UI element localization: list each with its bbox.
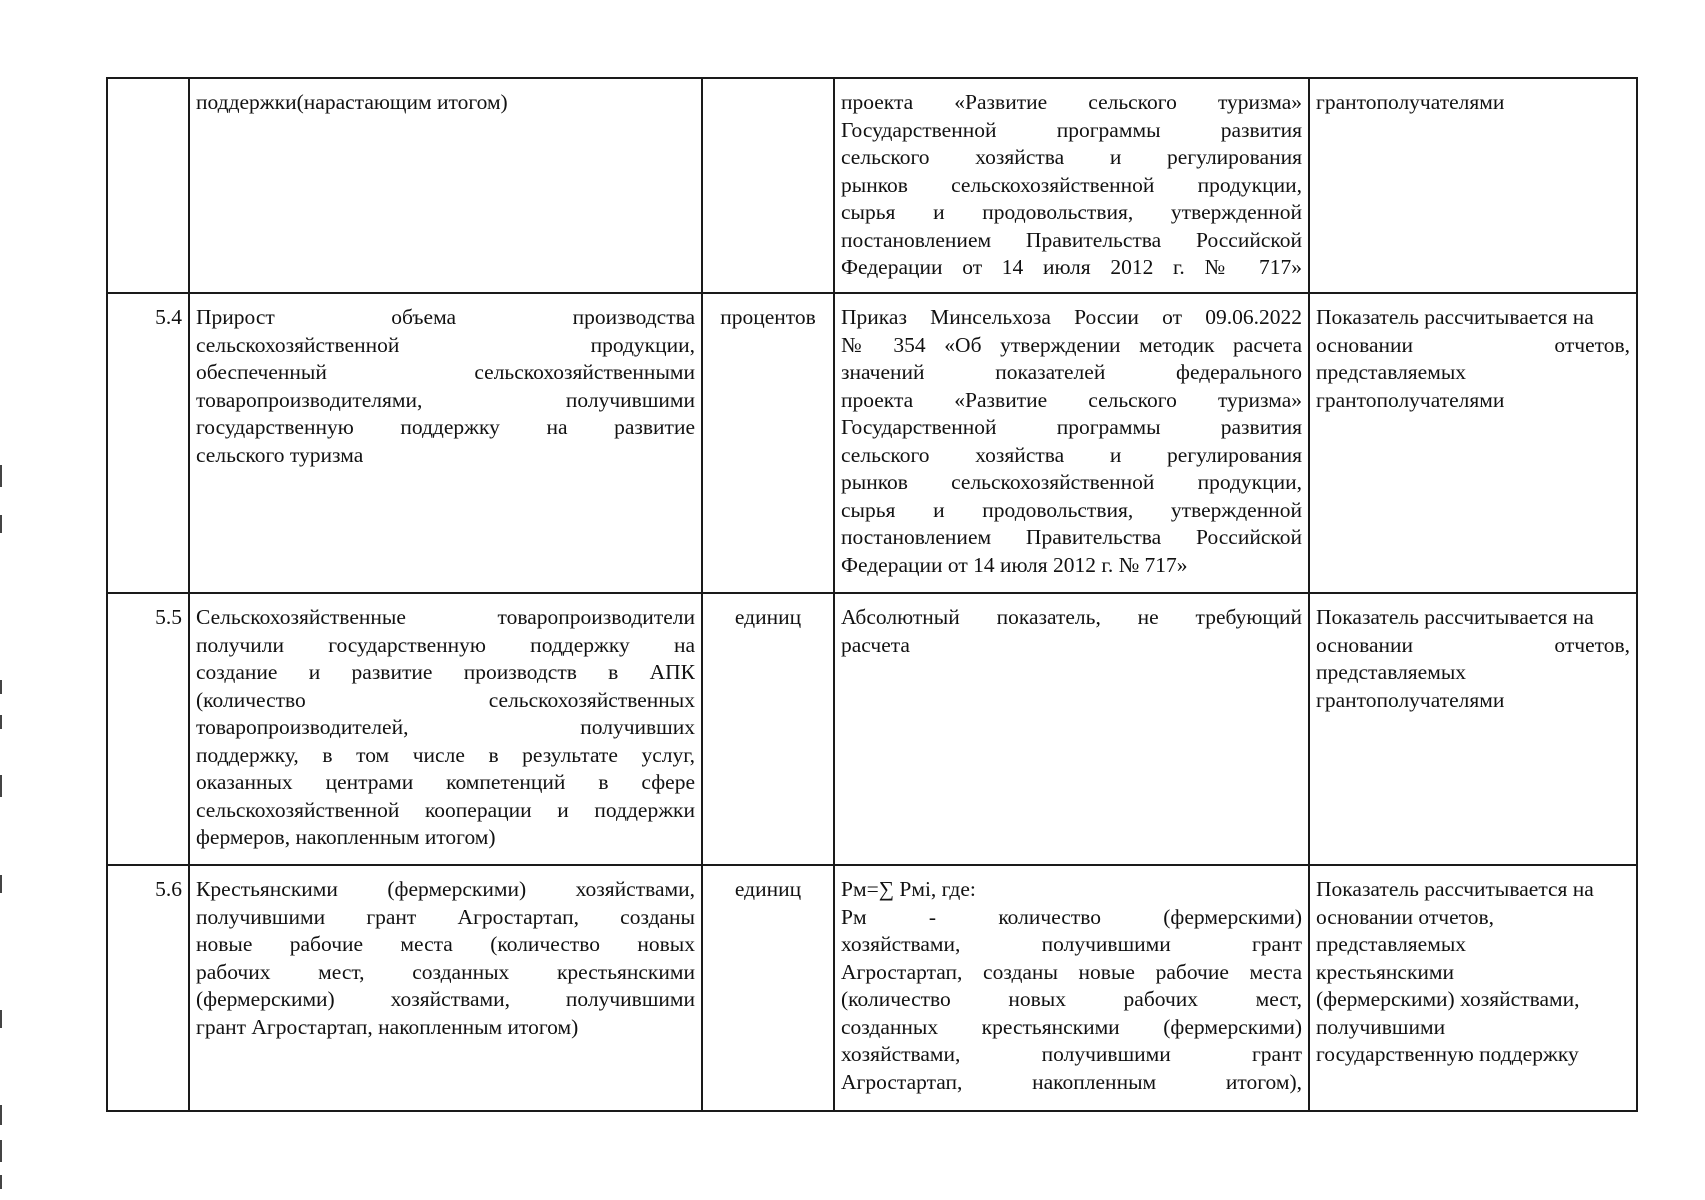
data-source-line: государственную поддержку xyxy=(1316,1042,1579,1066)
calculation-method-line: Государственной программы развития xyxy=(841,415,1302,439)
scan-edge-mark xyxy=(0,680,2,694)
scan-edge-mark xyxy=(0,715,2,729)
scan-edge-mark xyxy=(0,515,2,533)
calculation-method-line: Государственной программы развития xyxy=(841,117,1302,142)
data-source-line: основании отчетов, xyxy=(1316,904,1494,929)
calculation-method-cell xyxy=(834,293,1309,593)
indicator-name-line: Сельскохозяйственные товаропроизводители xyxy=(196,605,695,629)
calculation-method-cell xyxy=(834,865,1309,1111)
data-source-line: крестьянскими xyxy=(1316,959,1455,984)
calculation-method-line: (количество новых рабочих мест, xyxy=(841,987,1302,1011)
data-source-line: Показатель рассчитывается на xyxy=(1316,305,1594,329)
data-source-line: представляемых xyxy=(1316,360,1467,384)
indicator-name-line: сельскохозяйственной кооперации и поддержки xyxy=(196,797,695,822)
calculation-method-line: Абсолютный показатель, не требующий xyxy=(841,605,1302,629)
calculation-method-line: сырья и продовольствия, утвержденной xyxy=(841,200,1302,224)
data-source-cell xyxy=(1309,78,1637,293)
data-source-line: (фермерскими) хозяйствами, xyxy=(1316,987,1580,1011)
calculation-method-line: рынков сельскохозяйственной продукции, xyxy=(841,172,1302,197)
table-row xyxy=(107,293,1637,593)
calculation-method-line: проекта «Развитие сельского туризма» xyxy=(841,90,1302,114)
unit-cell: единиц xyxy=(702,865,834,1111)
calculation-method-line: № 354 «Об утверждении методик расчета xyxy=(841,332,1302,357)
calculation-method-line: рынков сельскохозяйственной продукции, xyxy=(841,470,1302,494)
indicator-name-line: оказанных центрами компетенций в сфере xyxy=(196,770,695,794)
calculation-method-line: сырья и продовольствия, утвержденной xyxy=(841,497,1302,522)
indicator-name-line: государственную поддержку на развитие xyxy=(196,415,695,439)
data-source-cell xyxy=(1309,293,1637,593)
indicator-name-line: Крестьянскими (фермерскими) хозяйствами, xyxy=(196,877,695,901)
row-number xyxy=(107,78,189,293)
row-number: 5.6 xyxy=(107,865,189,1111)
calculation-method-line: Рм=∑ Рмi, где: xyxy=(841,877,976,901)
indicator-name-line: поддержку, в том числе в результате услуг, xyxy=(196,742,695,767)
data-source-line: грантополучателями xyxy=(1316,687,1505,712)
indicator-name-line: рабочих мест, созданных крестьянскими xyxy=(196,959,695,984)
row-number: 5.4 xyxy=(107,293,189,593)
calculation-method-line: сельского хозяйства и регулирования xyxy=(841,442,1302,467)
table-row xyxy=(107,593,1637,865)
indicator-name-line: получившими грант Агростартап, созданы xyxy=(196,904,695,929)
data-source-line: представляемых xyxy=(1316,932,1467,956)
indicator-name-line: обеспеченный сельскохозяйственными xyxy=(196,360,695,384)
calculation-method-line: Федерации от 14 июля 2012 г. № 717» xyxy=(841,255,1302,279)
data-source-line: получившими xyxy=(1316,1014,1446,1039)
unit-cell: процентов xyxy=(702,293,834,593)
calculation-method-line: сельского хозяйства и регулирования xyxy=(841,145,1302,169)
calculation-method-line: постановлением Правительства Российской xyxy=(841,525,1302,549)
table-row xyxy=(107,865,1637,1111)
indicator-name-line: создание и развитие производств в АПК xyxy=(196,660,695,684)
row-number: 5.5 xyxy=(107,593,189,865)
indicator-name-line: получили государственную поддержку на xyxy=(196,632,695,657)
data-source-cell xyxy=(1309,865,1637,1111)
data-source-line: основании отчетов, xyxy=(1316,332,1630,357)
calculation-method-line: расчета xyxy=(841,632,910,657)
data-source-line: грантополучателями xyxy=(1316,90,1505,114)
indicator-name-line: грант Агростартап, накопленным итогом) xyxy=(196,1014,579,1039)
calculation-method-line: хозяйствами, получившими грант xyxy=(841,1042,1302,1066)
indicator-name-line: новые рабочие места (количество новых xyxy=(196,932,695,956)
data-source-line: Показатель рассчитывается на xyxy=(1316,877,1594,901)
calculation-method-line: созданных крестьянскими (фермерскими) xyxy=(841,1014,1302,1039)
scan-edge-mark xyxy=(0,1175,2,1189)
scan-edge-mark xyxy=(0,465,2,487)
calculation-method-line: Агростартап, созданы новые рабочие места xyxy=(841,959,1302,984)
data-source-line: грантополучателями xyxy=(1316,387,1505,412)
scan-edge-mark xyxy=(0,875,2,893)
calculation-method-cell xyxy=(834,78,1309,293)
indicator-name-line: Прирост объема производства xyxy=(196,305,695,329)
indicator-name-line: сельскохозяйственной продукции, xyxy=(196,332,695,357)
data-source-line: основании отчетов, xyxy=(1316,632,1630,657)
calculation-method-line: Агростартап, накопленным итогом), xyxy=(841,1069,1302,1094)
calculation-method-line: Федерации от 14 июля 2012 г. № 717» xyxy=(841,552,1188,577)
calculation-method-line: постановлением Правительства Российской xyxy=(841,227,1302,252)
scan-edge-mark xyxy=(0,775,2,797)
indicator-name-cell xyxy=(189,865,702,1111)
indicator-name-line: товаропроизводителями, получившими xyxy=(196,387,695,412)
indicator-name-cell xyxy=(189,593,702,865)
indicator-name-line: фермеров, накопленным итогом) xyxy=(196,825,496,849)
indicator-name-line: сельского туризма xyxy=(196,442,364,467)
indicator-name-line: (фермерскими) хозяйствами, получившими xyxy=(196,987,695,1011)
indicator-name-cell xyxy=(189,293,702,593)
unit-cell: единиц xyxy=(702,593,834,865)
scan-edge-mark xyxy=(0,1010,2,1028)
calculation-method-line: проекта «Развитие сельского туризма» xyxy=(841,387,1302,412)
calculation-method-line: значений показателей федерального xyxy=(841,360,1302,384)
table-row xyxy=(107,78,1637,293)
indicator-name-line: товаропроизводителей, получивших xyxy=(196,715,695,739)
indicator-name-line: (количество сельскохозяйственных xyxy=(196,687,695,712)
data-source-line: Показатель рассчитывается на xyxy=(1316,605,1594,629)
data-source-line: представляемых xyxy=(1316,660,1467,684)
scan-edge-mark xyxy=(0,1105,2,1125)
indicators-table xyxy=(106,77,1638,1112)
calculation-method-line: Рм - количество (фермерскими) xyxy=(841,904,1302,929)
indicator-name-cell xyxy=(189,78,702,293)
unit-cell xyxy=(702,78,834,293)
indicator-name-line: поддержки(нарастающим итогом) xyxy=(196,90,508,114)
calculation-method-cell xyxy=(834,593,1309,865)
scan-edge-mark xyxy=(0,1140,2,1162)
data-source-cell xyxy=(1309,593,1637,865)
calculation-method-line: Приказ Минсельхоза России от 09.06.2022 xyxy=(841,305,1302,329)
calculation-method-line: хозяйствами, получившими грант xyxy=(841,932,1302,956)
